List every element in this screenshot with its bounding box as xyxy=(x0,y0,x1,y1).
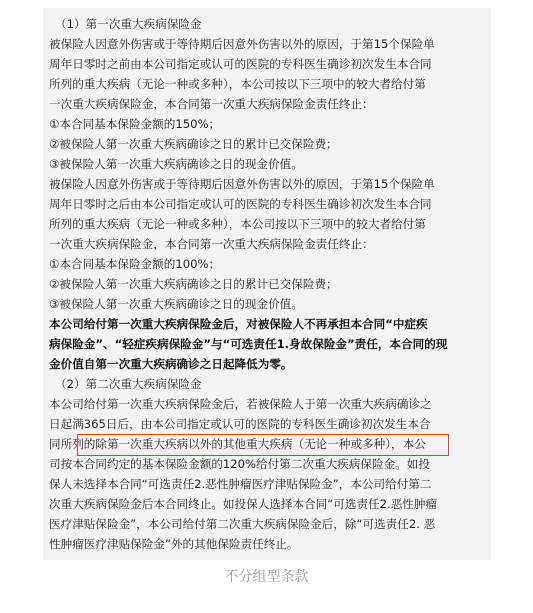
article-line: 司按本合同约定的基本保险金额的120%给付第二次重大疾病保险金。如投 xyxy=(49,457,430,471)
article-line: 所列的重大疾病（无论一种或多种），本公司按以下三项中的较大者给付第 xyxy=(49,77,426,91)
article-line: 本公司给付第一次重大疾病保险金后，对被保险人不再承担本合同“中症疾 xyxy=(49,317,428,331)
article-line: 性肿瘤医疗津贴保险金”外的其他保险责任终止。 xyxy=(49,537,299,551)
article-line: （2）第二次重大疾病保险金 xyxy=(55,377,202,391)
article-line: 一次重大疾病保险金，本合同第一次重大疾病保险金责任终止： xyxy=(49,237,374,251)
article-line: 周年日零时之前由本公司指定或认可的医院的专科医生确诊初次发生本合同 xyxy=(49,57,432,71)
article-line: ①本合同基本保险金额的100%； xyxy=(49,257,221,271)
article-line: ②被保险人第一次重大疾病确诊之日的累计已交保险费； xyxy=(49,277,338,291)
article-line: 病保险金”、“轻症疾病保险金”与“可选责任1.身故保险金”责任，本合同的现 xyxy=(49,337,448,351)
image-caption: 不分组型条款 xyxy=(224,569,309,585)
article-card xyxy=(43,8,491,560)
article-line: 同所列的除第一次重大疾病以外的其他重大疾病（无论一种或多种），本公 xyxy=(49,437,426,451)
article-line: 一次重大疾病保险金，本合同第一次重大疾病保险金责任终止： xyxy=(49,97,374,111)
highlight-box xyxy=(77,434,449,456)
article-line: 日起满365日后，由本公司指定或认可的医院的专科医生确诊初次发生本合 xyxy=(49,417,431,431)
article-line: （1）第一次重大疾病保险金 xyxy=(55,17,202,31)
article-line: ③被保险人第一次重大疾病确诊之日的现金价值。 xyxy=(49,157,303,171)
article-line: 所列的重大疾病（无论一种或多种），本公司按以下三项中的较大者给付第 xyxy=(49,217,426,231)
article-line: ①本合同基本保险金额的150%； xyxy=(49,117,221,131)
article-line: 被保险人因意外伤害或于等待期后因意外伤害以外的原因，于第15个保险单 xyxy=(49,177,435,191)
article-line: 本公司给付第一次重大疾病保险金后，若被保险人于第一次重大疾病确诊之 xyxy=(49,397,432,411)
article-line: ③被保险人第一次重大疾病确诊之日的现金价值。 xyxy=(49,297,303,311)
article-line: ②被保险人第一次重大疾病确诊之日的累计已交保险费； xyxy=(49,137,338,151)
article-line: 医疗津贴保险金”，本公司给付第二次重大疾病保险金后，除“可选责任2. 恶 xyxy=(49,517,436,531)
article-line: 周年日零时之后由本公司指定或认可的医院的专科医生确诊初次发生本合同 xyxy=(49,197,432,211)
article-body xyxy=(49,14,485,554)
article-line: 被保险人因意外伤害或于等待期后因意外伤害以外的原因，于第15个保险单 xyxy=(49,37,435,51)
article-line: 保人未选择本合同“可选责任2.恶性肿瘤医疗津贴保险金”，本公司给付第二 xyxy=(49,477,432,491)
article-line: 次重大疾病保险金后本合同终止。如投保人选择本合同“可选责任2.恶性肿瘤 xyxy=(49,497,438,511)
article-line: 金价值自第一次重大疾病确诊之日起降低为零。 xyxy=(49,357,293,371)
